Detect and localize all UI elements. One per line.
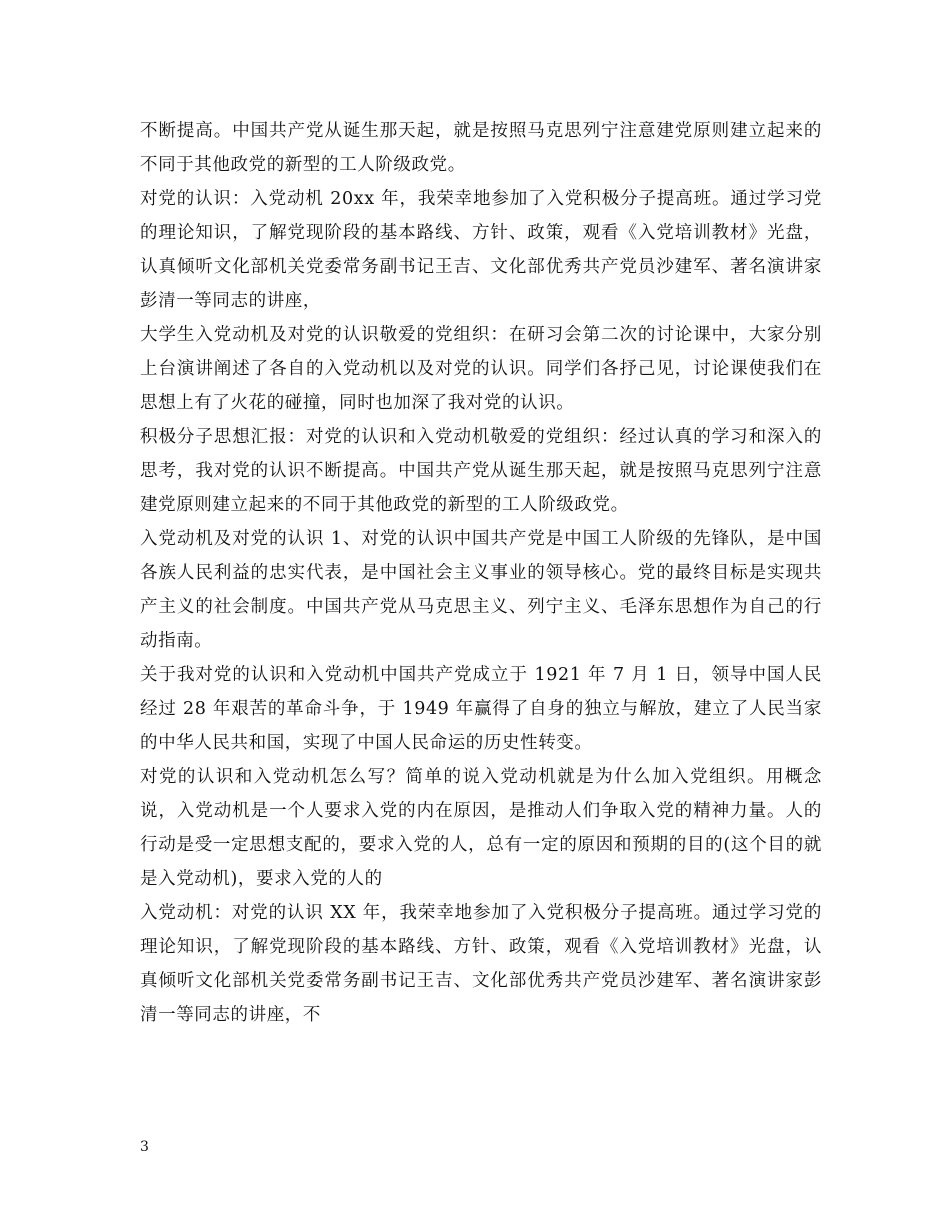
paragraph-8: 入党动机：对党的认识 XX 年，我荣幸地参加了入党积极分子提高班。通过学习党的理论知识，了解党现阶段的基本路线、方针、政策，观看《入党培训教材》光盘，认真倾听文化部机关党委常务副书记王吉、文化部优秀共产党员沙建军、著名演讲家彭清一等同志的讲座，不 [140, 903, 822, 1025]
paragraph-2: 对党的认识：入党动机 20xx 年，我荣幸地参加了入党积极分子提高班。通过学习党的理论知识，了解党现阶段的基本路线、方针、政策，观看《入党培训教材》光盘，认真倾听文化部机关党委常务副书记王吉、文化部优秀共产党员沙建军、著名演讲家彭清一等同志的讲座， [140, 189, 822, 311]
paragraph-6: 关于我对党的认识和入党动机中国共产党成立于 1921 年 7 月 1 日，领导中国人民经过 28 年艰苦的革命斗争，于 1949 年赢得了自身的独立与解放，建立了人民当家的中华人民共和国，实现了中国人民命运的历史性转变。 [140, 665, 822, 753]
paragraph-4: 积极分子思想汇报：对党的认识和入党动机敬爱的党组织：经过认真的学习和深入的思考，我对党的认识不断提高。中国共产党从诞生那天起，就是按照马克思列宁注意建党原则建立起来的不同于其他政党的新型的工人阶级政党。 [140, 427, 822, 515]
paragraph-5: 入党动机及对党的认识 1、对党的认识中国共产党是中国工人阶级的先锋队，是中国各族人民利益的忠实代表，是中国社会主义事业的领导核心。党的最终目标是实现共产主义的社会制度。中国共产党从马克思主义、列宁主义、毛泽东思想作为自己的行动指南。 [140, 529, 822, 651]
paragraph-1: 不断提高。中国共产党从诞生那天起，就是按照马克思列宁注意建党原则建立起来的不同于其他政党的新型的工人阶级政党。 [140, 121, 822, 175]
paragraph-7: 对党的认识和入党动机怎么写？简单的说入党动机就是为什么加入党组织。用概念说，入党动机是一个人要求入党的内在原因，是推动人们争取入党的精神力量。人的行动是受一定思想支配的，要求入党的人，总有一定的原因和预期的目的(这个目的就是入党动机)，要求入党的人的 [140, 767, 822, 889]
page-number: 3 [140, 1139, 149, 1155]
paragraph-3: 大学生入党动机及对党的认识敬爱的党组织：在研习会第二次的讨论课中，大家分别上台演讲阐述了各自的入党动机以及对党的认识。同学们各抒己见，讨论课使我们在思想上有了火花的碰撞，同时也加深了我对党的认识。 [140, 325, 822, 413]
body-text [140, 114, 822, 1032]
